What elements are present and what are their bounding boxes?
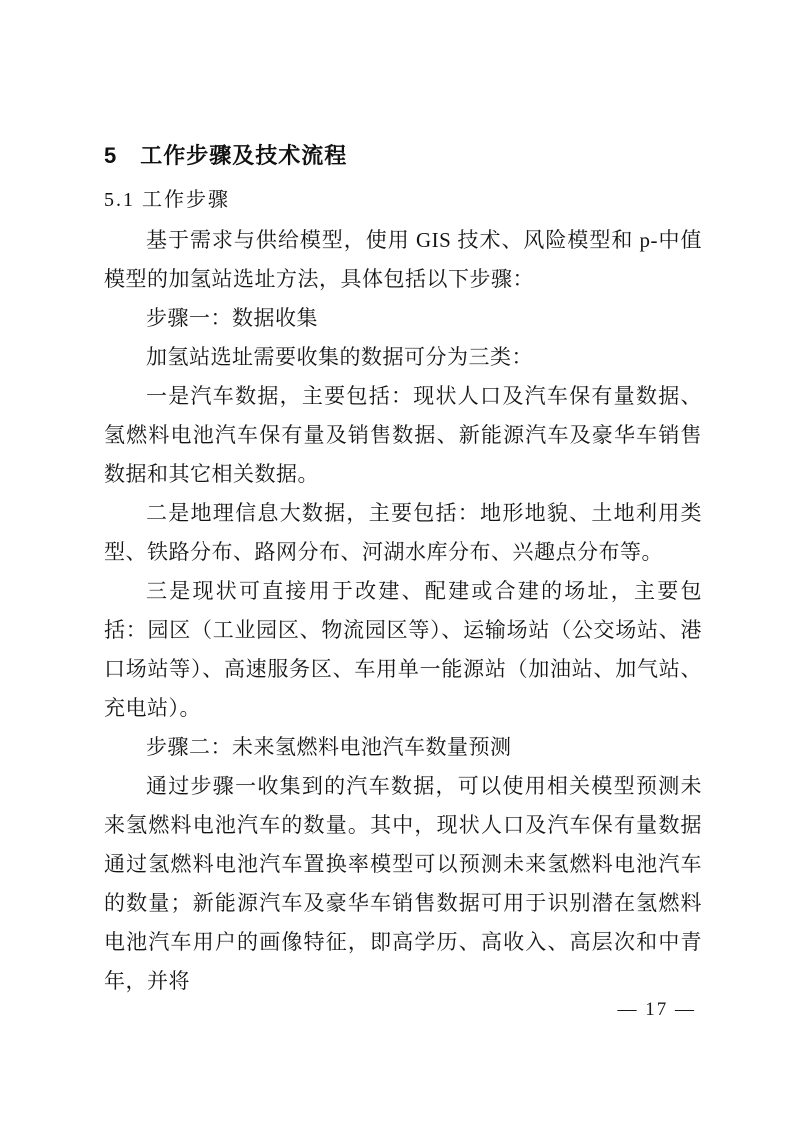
document-content <box>104 142 702 1001</box>
paragraph-type2-gis-data: 二是地理信息大数据，主要包括：地形地貌、土地利用类型、铁路分布、路网分布、河湖水库分布、兴趣点分布等。 <box>104 501 702 564</box>
paragraph-type1-vehicle-data: 一是汽车数据，主要包括：现状人口及汽车保有量数据、氢燃料电池汽车保有量及销售数据、新能源汽车及豪华车销售数据和其它相关数据。 <box>104 384 702 486</box>
paragraph-intro: 基于需求与供给模型，使用 GIS 技术、风险模型和 p-中值模型的加氢站选址方法，具体包括以下步骤： <box>104 228 702 291</box>
paragraph-data-types: 加氢站选址需要收集的数据可分为三类： <box>146 345 533 369</box>
paragraph-step2-title: 步骤二：未来氢燃料电池汽车数量预测 <box>146 735 512 759</box>
subsection-heading: 5.1 工作步骤 <box>104 189 230 211</box>
page-number: — 17 — <box>617 999 696 1020</box>
paragraph-step2-body: 通过步骤一收集到的汽车数据，可以使用相关模型预测未来氢燃料电池汽车的数量。其中，现状人口及汽车保有量数据通过氢燃料电池汽车置换率模型可以预测未来氢燃料电池汽车的数量；新能源汽车及豪华车销售数据可用于识别潜在氢燃料电池汽车用户的画像特征，即高学历、高收入、高层次和中青年，并将 <box>104 774 702 993</box>
section-heading: 5 工作步骤及技术流程 <box>104 143 348 168</box>
paragraph-step1-title: 步骤一：数据收集 <box>146 306 318 330</box>
paragraph-type3-sites: 三是现状可直接用于改建、配建或合建的场址，主要包括：园区（工业园区、物流园区等）、运输场站（公交场站、港口场站等）、高速服务区、车用单一能源站（加油站、加气站、充电站）。 <box>104 579 702 720</box>
